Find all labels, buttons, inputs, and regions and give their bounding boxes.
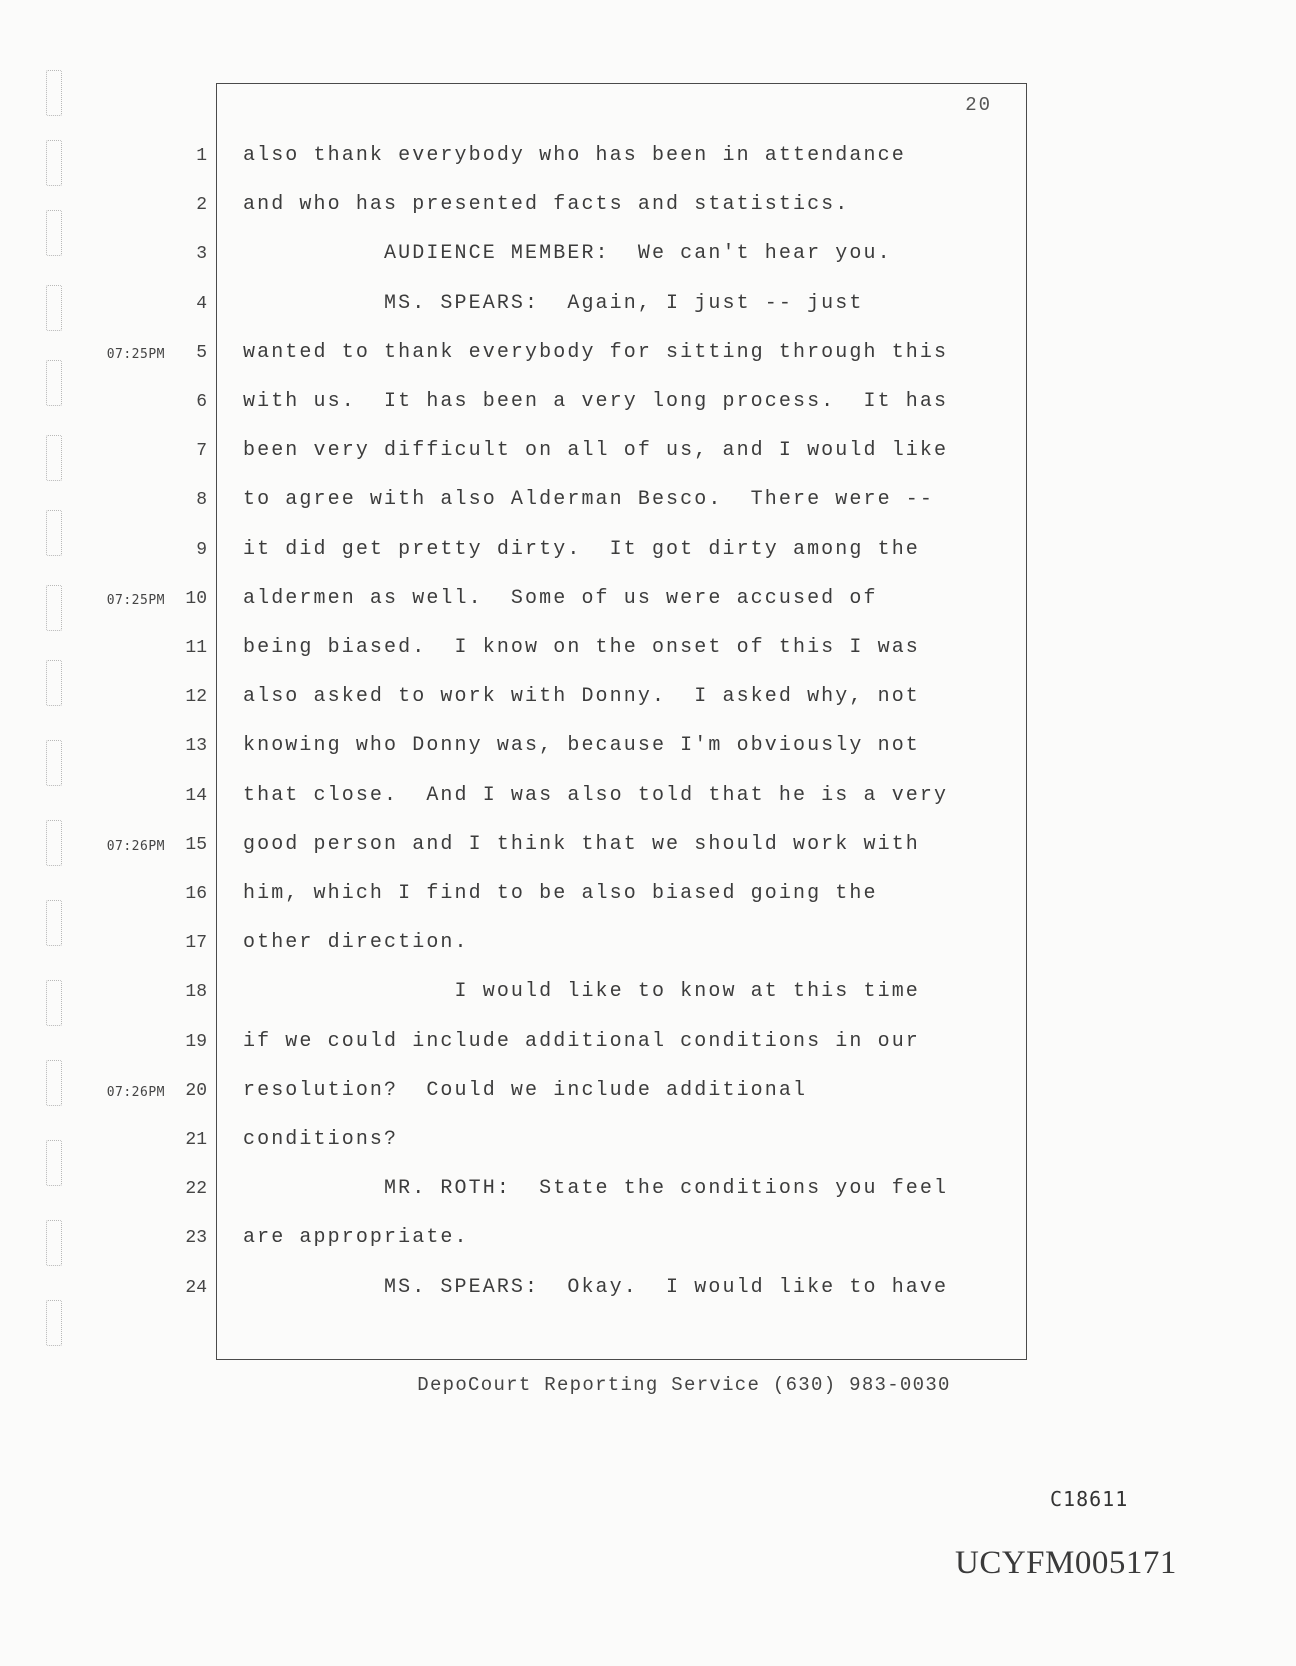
- line-text: MR. ROTH: State the conditions you feel: [243, 1177, 949, 1201]
- line-number: 15: [185, 834, 207, 855]
- line-text: it did get pretty dirty. It got dirty among the: [243, 537, 920, 561]
- line-number: 20: [185, 1080, 207, 1101]
- line-text: aldermen as well. Some of us were accused of: [243, 586, 878, 610]
- line-number: 3: [196, 244, 207, 265]
- line-number: 18: [185, 982, 207, 1003]
- transcript-line: [106, 339, 1026, 369]
- binding-hole: [46, 285, 62, 331]
- reporting-service-footer: [0, 1374, 1296, 1396]
- line-number: 17: [185, 933, 207, 954]
- line-number: 19: [185, 1031, 207, 1052]
- binding-hole: [46, 510, 62, 556]
- binding-hole: [46, 1220, 62, 1266]
- binding-hole: [46, 980, 62, 1026]
- line-timestamp: 07:26PM: [106, 1084, 165, 1100]
- line-text: that close. And I was also told that he is a very: [243, 783, 949, 807]
- binding-hole: [46, 585, 62, 631]
- transcript-line: [196, 191, 1026, 221]
- transcript-line: [185, 732, 1026, 762]
- transcript-line: [106, 831, 1026, 861]
- line-number: 5: [196, 342, 207, 363]
- line-timestamp: 07:25PM: [106, 346, 165, 362]
- transcript-line: [196, 437, 1026, 467]
- bates-number: UCYFM005171: [955, 1545, 1177, 1581]
- line-text: other direction.: [243, 931, 469, 955]
- line-text: been very difficult on all of us, and I would like: [243, 439, 949, 463]
- line-text: also thank everybody who has been in attendance: [243, 144, 906, 167]
- binding-hole: [46, 1140, 62, 1186]
- transcript-line: [196, 240, 1026, 270]
- binding-hole: [46, 900, 62, 946]
- binding-hole: [46, 740, 62, 786]
- page-number: 20: [965, 94, 992, 116]
- line-text: conditions?: [243, 1128, 399, 1151]
- transcript-line: [196, 486, 1026, 516]
- line-number: 9: [196, 539, 207, 560]
- transcript-line: [185, 1274, 1026, 1304]
- transcript-line: [196, 388, 1026, 418]
- line-number: 12: [185, 687, 207, 708]
- line-text: wanted to thank everybody for sitting through this: [243, 340, 949, 364]
- transcript-line: [185, 683, 1026, 713]
- binding-holes: [40, 60, 70, 1460]
- line-number: 14: [185, 785, 207, 806]
- line-text: are appropriate.: [243, 1226, 469, 1250]
- line-number: 16: [185, 884, 207, 904]
- transcript-line: [185, 1028, 1026, 1058]
- line-timestamp: 07:25PM: [106, 592, 165, 608]
- binding-hole: [46, 1300, 62, 1346]
- transcript-line: [106, 1077, 1026, 1107]
- line-number: 2: [196, 195, 207, 216]
- transcript-line: [185, 782, 1026, 812]
- line-text: resolution? Could we include additional: [243, 1078, 808, 1102]
- line-timestamp: 07:26PM: [106, 838, 165, 854]
- line-text: AUDIENCE MEMBER: We can't hear you.: [243, 242, 892, 266]
- line-text: if we could include additional conditions in our: [243, 1029, 920, 1053]
- line-text: to agree with also Alderman Besco. There were --: [243, 488, 934, 512]
- binding-hole: [46, 435, 62, 481]
- line-number: 10: [185, 588, 207, 609]
- line-number: 21: [185, 1130, 207, 1150]
- transcript-line: [185, 1126, 1026, 1156]
- transcript-line: [196, 142, 1026, 172]
- document-code: C18611: [1050, 1487, 1129, 1511]
- transcript-line: [196, 290, 1026, 320]
- line-number: 8: [196, 490, 207, 511]
- line-text: being biased. I know on the onset of this I was: [243, 636, 920, 659]
- line-text: MS. SPEARS: Again, I just -- just: [243, 291, 864, 315]
- footer-text: DepoCourt Reporting Service (630) 983-0030: [417, 1374, 951, 1396]
- binding-hole: [46, 660, 62, 706]
- transcript-line: [185, 929, 1026, 959]
- transcript-line: [185, 634, 1026, 664]
- line-number: 1: [196, 146, 207, 166]
- line-number: 22: [185, 1179, 207, 1200]
- binding-hole: [46, 210, 62, 256]
- line-text: and who has presented facts and statistics.: [243, 193, 850, 217]
- line-text: I would like to know at this time: [243, 980, 920, 1004]
- line-number: 4: [196, 293, 207, 314]
- line-number: 7: [196, 441, 207, 462]
- line-text: also asked to work with Donny. I asked why, not: [243, 685, 920, 709]
- transcript-line: [196, 536, 1026, 566]
- line-text: good person and I think that we should work with: [243, 832, 920, 856]
- transcript-line: [185, 1224, 1026, 1254]
- transcript-line: [106, 585, 1026, 615]
- line-text: him, which I find to be also biased going the: [243, 882, 878, 905]
- line-number: 11: [185, 638, 207, 658]
- binding-hole: [46, 70, 62, 116]
- line-number: 6: [196, 392, 207, 412]
- line-number: 13: [185, 736, 207, 757]
- line-number: 24: [185, 1277, 207, 1298]
- transcript-line: [185, 978, 1026, 1008]
- line-text: with us. It has been a very long process. It has: [243, 390, 949, 413]
- transcript-line: [185, 880, 1026, 910]
- transcript-line: [185, 1175, 1026, 1205]
- binding-hole: [46, 360, 62, 406]
- binding-hole: [46, 820, 62, 866]
- line-text: MS. SPEARS: Okay. I would like to have: [243, 1275, 949, 1299]
- transcript-frame: [106, 83, 1027, 1360]
- line-text: knowing who Donny was, because I'm obviously not: [243, 734, 920, 758]
- line-number: 23: [185, 1228, 207, 1249]
- binding-hole: [46, 140, 62, 186]
- binding-hole: [46, 1060, 62, 1106]
